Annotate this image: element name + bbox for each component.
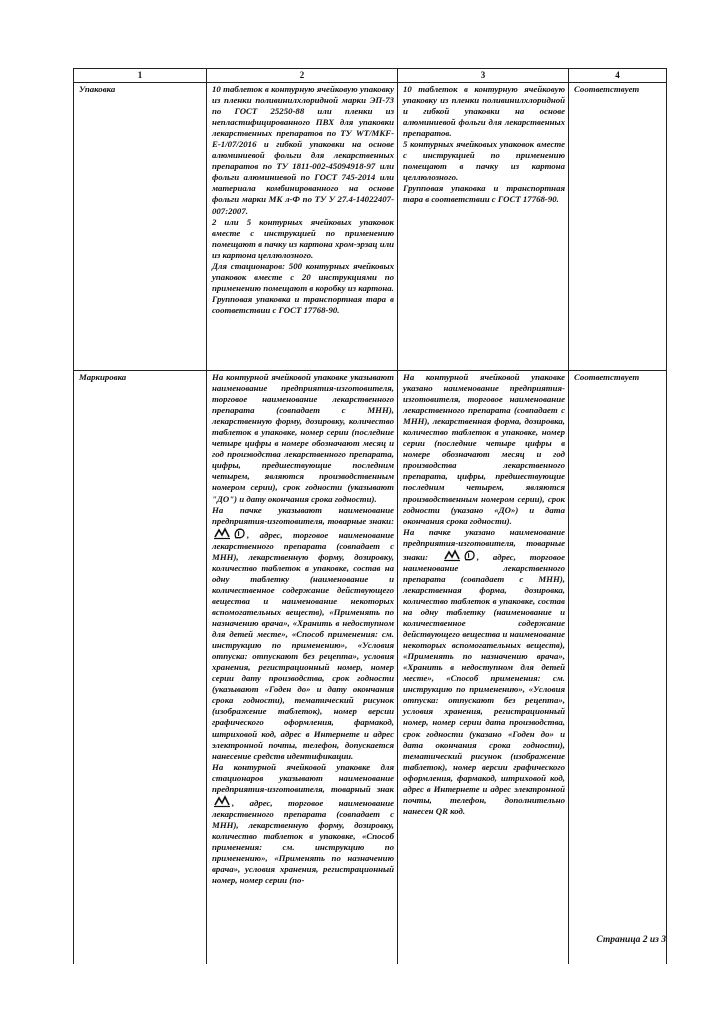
labeling-actual-pack-text-start: На пачке указано наименование предприятия-изготовителя, товарные знаки: [403, 526, 565, 562]
packaging-actual-text-1: 10 таблеток в контурную ячейковую упаковку из пленки поливинилхлоридной и гибкой упаковки на основе алюминиевой фольги для лекарственных препаратов. [403, 84, 565, 139]
labeling-req-blister-text: На контурной ячейковой упаковке указывают наименование предприятия-изготовителя, торговое наименование лекарственного препарата (совпадает с МНН), лекарственную форму, дозировку, количество таблеток в упаковке, номер серии (последние четыре цифры в номере обозначают месяц и год производства лекарственного препарата, цифры, предшествующие последним четырем, являются производственным номером серии), срок годности (указывают "ДО") и дату окончания срока годности). [212, 372, 394, 504]
packaging-requirement [207, 83, 398, 370]
table-header-row [74, 69, 666, 83]
column-header-3: 3 [398, 69, 569, 82]
labeling-req-hospital-text-start: На контурной ячейковой упаковке для стационаров указывают наименование предприятия-изготовителя, товарный знак [212, 761, 394, 794]
labeling-req-hospital-text [212, 762, 394, 887]
labeling-actual [398, 371, 569, 964]
labeling-requirement [207, 371, 398, 964]
labeling-status: Соответствует [574, 372, 640, 382]
packaging-req-text-1: 10 таблеток в контурную ячейковую упаковку из пленки поливинилхлоридной марки ЭП-73 по ГОСТ 25250-88 или пленки из непластифицированного ПВХ для упаковки лекарственных препаратов по ТУ WT/MKF-E-1/07/2016 и гибкой упаковки на основе алюминиевой фольги для лекарственных препаратов по ТУ 1811-002-45094918-97 или фольги алюминиевой по ГОСТ 745-2014 или материала комбинированного на основе фольги марки МК л-Ф по ТУ У 27.4-14022407-007:2007. [212, 84, 394, 216]
labeling-actual-blister-text: На контурной ячейковой упаковке указано наименование предприятия-изготовителя, торговое наименование лекарственного препарата (совпадает с МНН), лекарственная форма, дозировка, количество таблеток в упаковке, номер серии (последние четыре цифры в номере обозначают месяц и год производства лекарственного препарата, цифры, предшествующие последним четырем, являются производственным номером серии), срок годности (указано «ДО») и дата окончания срока годности). [403, 372, 565, 526]
trademark-logo-icon [213, 795, 231, 808]
labeling-req-pack-text [212, 505, 394, 762]
comparison-table [73, 68, 667, 964]
packaging-actual-text-2: 5 контурных ячейковых упаковок вместе с инструкцией по применению помещают в пачку из картона целлюлозного. [403, 139, 565, 183]
trademark-secondary-icon [463, 549, 476, 562]
row-label-labeling: Маркировка [74, 371, 207, 964]
table-row-packaging [74, 83, 666, 371]
packaging-status: Соответствует [574, 84, 640, 94]
labeling-req-pack-text-start: На пачке указывают наименование предприятия-изготовителя, товарные знаки: [212, 504, 394, 526]
packaging-actual-text-3: Групповая упаковка и транспортная тара в соответствии с ГОСТ 17768-90. [403, 183, 565, 205]
packaging-actual [398, 83, 569, 370]
column-header-4: 4 [615, 70, 620, 80]
labeling-req-hospital-text-end: , адрес, торговое наименование лекарственного препарата (совпадает с МНН), лекарственную форму, дозировку, количество таблеток в упаковке, «Способ применения: см. инструкцию по применению», «Применять по назначению врача», условия хранения, регистрационный номер, номер серии (по- [212, 797, 394, 886]
labeling-actual-pack-text-end: , адрес, торговое наименование лекарственного препарата (совпадает с МНН), лекарственная форма, дозировка, количество таблеток в упаковке, состав на одну таблетку (наименование и количественное содержание действующего вещества и наименование некоторых вспомогательных веществ), «Применять по назначению врача», «Хранить в недоступном для детей месте», «Способ применения: см. инструкцию по применению», «Условия отпуска: отпускают без рецепта», условия хранения, регистрационный номер, номер серии дата производства, срок годности (указано «Годен до» и дата окончания срока годности), тематический рисунок (изображение таблеток), номер версии графического оформления, фармакод, штриховой код, адрес в Интернете и адрес электронной почты, телефон, дополнительно нанесен QR код. [403, 551, 566, 816]
row-label-packaging: Упаковка [74, 83, 207, 370]
trademark-logo-icon [213, 527, 231, 540]
packaging-req-text-4: Групповая упаковка и транспортная тара в соответствии с ГОСТ 17768-90. [212, 293, 394, 315]
labeling-actual-pack-text [403, 527, 565, 817]
trademark-secondary-icon [233, 527, 246, 540]
packaging-req-text-2: 2 или 5 контурных ячейковых упаковок вместе с инструкцией по применению помещают в пачку из картона хром-эрзац или из картона целлюлозного. [212, 216, 394, 260]
packaging-req-text-3: Для стационаров: 500 контурных ячейковых упаковок вместе с 20 инструкциями по применению помещают в коробку из картона. [212, 260, 394, 293]
page-number: Страница 2 из 3 [596, 935, 666, 945]
table-row-labeling [74, 371, 666, 964]
column-header-1: 1 [74, 69, 207, 82]
labeling-req-pack-text-end: , адрес, торговое наименование лекарственного препарата (совпадает с МНН), лекарственную форму, дозировку, количество таблеток в упаковке, состав на одну таблетку (наименование и количественное содержание действующего вещества и наименование некоторых вспомогательных веществ), «Применять по назначению врача», «Хранить в недоступном для детей месте», «Способ применения: см. инструкцию по применению», «Условия отпуска: отпускают без рецепта», условия хранения, регистрационный номер, номер серии дату производства, срок годности (указывают «Годен до» и дату окончания срока годности), тематический рисунок (изображение таблеток), номер версии графического оформления, фармакод, штриховой код, адрес в Интернете и адрес электронной почты, телефон, допускается нанесение средств идентификации. [212, 529, 394, 761]
column-header-2: 2 [207, 69, 398, 82]
trademark-logo-icon [443, 549, 461, 562]
